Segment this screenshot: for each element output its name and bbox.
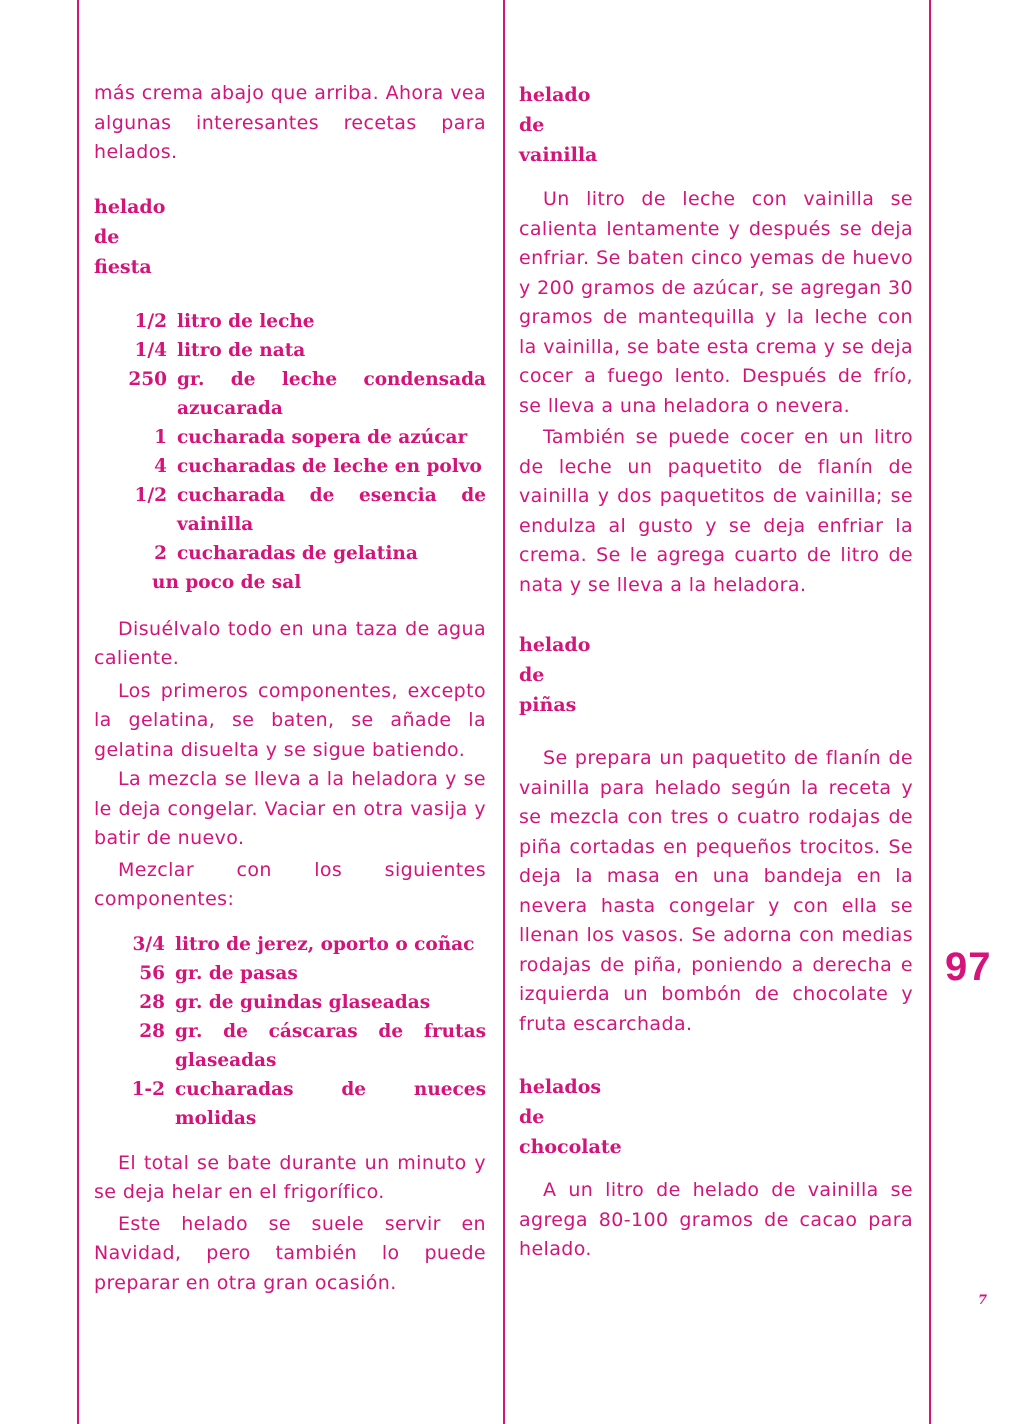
ingredient-quantity: 4 <box>154 455 167 477</box>
center-column-rule <box>503 0 505 1424</box>
title-line: vainilla <box>519 144 598 166</box>
instruction-paragraph: Se prepara un paquetito de flanín de vainilla para helado según la receta y se mezcla con tres o cuatro rodajas de piña cortadas en pequeños trocitos. Se deja la masa en una bandeja en la nevera hasta congelar y con ella se llenan los vasos. Se adorna con medias rodajas de piña, poniendo a derecha e izquierda un bombón de chocolate y fruta escarchada. <box>519 747 913 1035</box>
title-line: de <box>519 664 545 686</box>
instruction-paragraph: La mezcla se lleva a la heladora y se le deja congelar. Vaciar en otra vasija y batir de nuevo. <box>94 768 486 849</box>
title-line: helado <box>94 195 166 218</box>
title-line: helados <box>519 1076 602 1098</box>
ingredient-item <box>94 930 486 959</box>
instruction-paragraph: Este helado se suele servir en Navidad, pero también lo puede preparar en otra gran ocasión. <box>94 1212 486 1294</box>
instructions-vainilla <box>519 185 913 600</box>
ingredient-text: litro de nata <box>177 339 306 361</box>
ingredient-item <box>94 959 486 988</box>
ingredient-text: cucharadas de leche en polvo <box>177 455 482 477</box>
ingredient-quantity: 3/4 <box>132 933 165 955</box>
ingredient-text: cucharadas de nueces molidas <box>175 1078 486 1129</box>
instructions-fiesta <box>94 615 486 915</box>
intro-paragraph: más crema abajo que arriba. Ahora vea algunas interesantes recetas para helados. <box>94 82 486 163</box>
ingredient-item <box>94 336 486 365</box>
left-margin-rule <box>77 0 79 1424</box>
ingredient-text: cucharadas de gelatina <box>177 542 418 564</box>
ingredient-quantity: 1-2 <box>131 1078 165 1100</box>
ingredient-quantity: 250 <box>128 368 167 390</box>
instruction-paragraph: Los primeros componentes, excepto la gelatina, se baten, se añade la gelatina disuelta y se sigue batiendo. <box>94 679 486 761</box>
ingredient-quantity: 56 <box>139 962 165 984</box>
right-column <box>519 0 913 1265</box>
ingredient-text: gr. de leche condensada azucarada <box>177 368 486 419</box>
signature-mark: 7 <box>978 1293 988 1308</box>
recipe-title-chocolate <box>519 1072 913 1162</box>
ingredient-text: gr. de cáscaras de frutas glaseadas <box>175 1020 486 1071</box>
ingredient-quantity: 1 <box>154 426 167 448</box>
ingredient-list-extras <box>94 930 486 1133</box>
ingredient-text: cucharada sopera de azúcar <box>177 426 468 448</box>
ingredient-item <box>94 481 486 539</box>
ingredient-text: cucharada de esencia de vainilla <box>177 484 486 535</box>
title-line: chocolate <box>519 1136 622 1158</box>
ingredient-item <box>94 307 486 336</box>
right-margin-rule <box>929 0 931 1424</box>
ingredient-text: litro de leche <box>177 310 315 332</box>
instruction-paragraph: Mezclar con los siguientes componentes: <box>94 858 486 910</box>
instruction-paragraph: Un litro de leche con vainilla se calienta lentamente y después se deja enfriar. Se baten cinco yemas de huevo y 200 gramos de azúcar, se agregan 30 gramos de mantequilla y la leche con la vainilla, se bate esta crema y se deja cocer a fuego lento. Después de frío, se lleva a una heladora o nevera. <box>519 188 913 417</box>
instructions-chocolate <box>519 1176 913 1265</box>
ingredient-item <box>94 452 486 481</box>
title-line: helado <box>519 634 591 656</box>
ingredient-text: gr. de pasas <box>175 962 298 984</box>
title-line: de <box>94 225 120 248</box>
ingredient-quantity: 2 <box>154 542 167 564</box>
ingredient-quantity: 1/2 <box>134 310 167 332</box>
ingredient-quantity: 1/2 <box>134 484 167 506</box>
left-column <box>94 0 486 1298</box>
ingredient-item <box>94 988 486 1017</box>
ingredient-quantity: 1/4 <box>134 339 167 361</box>
title-line: de <box>519 1106 545 1128</box>
ingredient-item <box>94 1017 486 1075</box>
ingredient-text: litro de jerez, oporto o coñac <box>175 933 475 955</box>
title-line: piñas <box>519 694 577 716</box>
recipe-title-fiesta <box>94 192 486 282</box>
recipe-title-pinas <box>519 630 913 720</box>
ingredient-quantity: 28 <box>139 1020 165 1042</box>
ingredient-item <box>94 1075 486 1133</box>
instruction-paragraph: El total se bate durante un minuto y se deja helar en el frigorífico. <box>94 1151 486 1203</box>
recipe-title-vainilla <box>519 80 913 170</box>
ingredient-item: un poco de sal <box>152 571 302 593</box>
ingredient-quantity: 28 <box>139 991 165 1013</box>
instructions-pinas <box>519 744 913 1039</box>
title-line: helado <box>519 84 591 106</box>
ingredient-item <box>94 365 486 423</box>
ingredient-item <box>94 539 486 568</box>
ingredient-text: gr. de guindas glaseadas <box>175 991 431 1013</box>
ingredient-list-fiesta <box>94 307 486 597</box>
instruction-paragraph: A un litro de helado de vainilla se agrega 80-100 gramos de cacao para helado. <box>519 1179 913 1260</box>
page-number: 97 <box>945 945 992 989</box>
instruction-paragraph: Disuélvalo todo en una taza de agua caliente. <box>94 617 486 669</box>
ingredient-item <box>94 423 486 452</box>
instruction-paragraph: También se puede cocer en un litro de leche un paquetito de flanín de vainilla y dos paquetitos de vainilla; se endulza al gusto y se deja enfriar la crema. Se le agrega cuarto de litro de nata y se lleva a la heladora. <box>519 426 913 596</box>
title-line: fiesta <box>94 255 152 278</box>
title-line: de <box>519 114 545 136</box>
instructions-fiesta-end <box>94 1149 486 1299</box>
